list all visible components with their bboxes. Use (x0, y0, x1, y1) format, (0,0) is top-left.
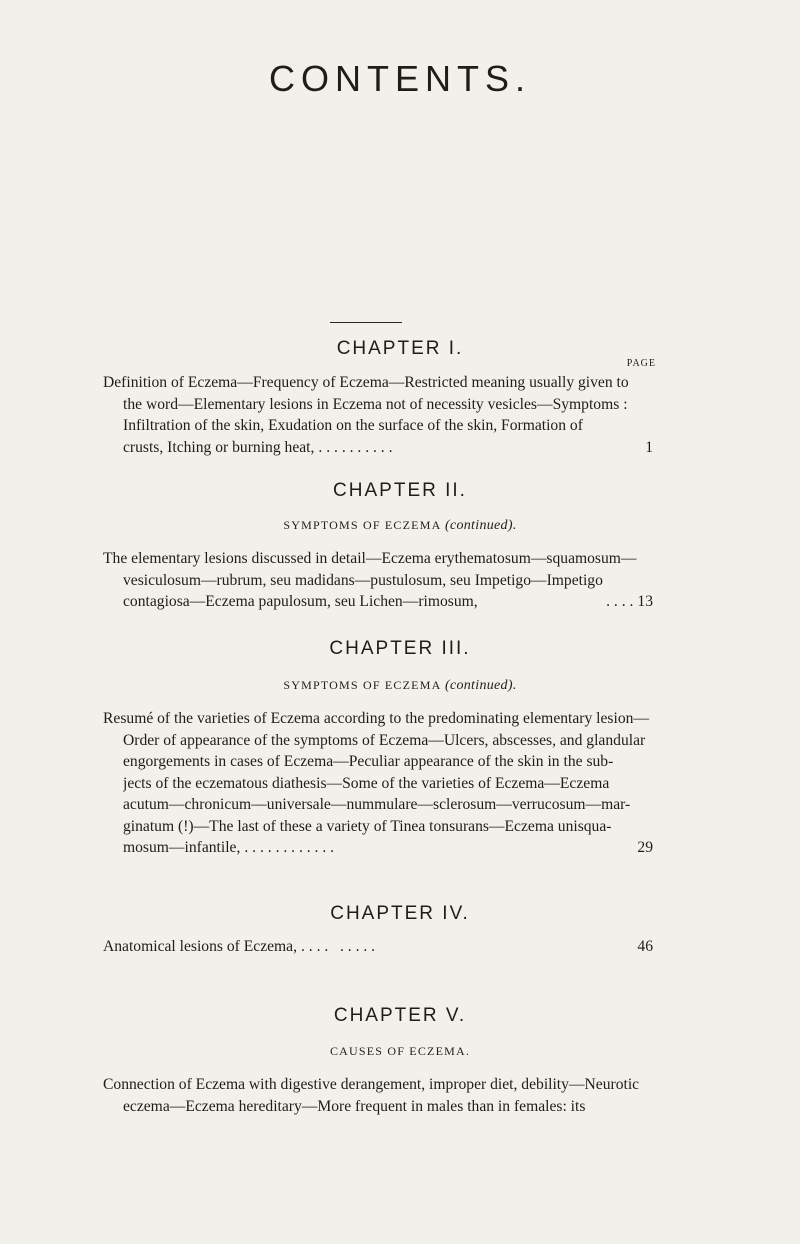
entry-line: Connection of Eczema with digestive derangement, improper diet, debility—Neurotic (103, 1076, 640, 1093)
chapter-2-heading: CHAPTER II. (333, 480, 467, 501)
entry-line: jects of the eczematous diathesis—Some of the varieties of Eczema—Eczema (123, 774, 610, 792)
entry-line: vesiculosum—rubrum, seu madidans—pustulosum, seu Impetigo—Impetigo (123, 571, 603, 589)
subheading-continued: (continued). (444, 518, 517, 533)
subheading-text: CAUSES OF ECZEMA. (329, 1044, 471, 1058)
entry-line: Definition of Eczema—Frequency of Eczema—Restricted meaning usually given to (103, 374, 629, 391)
chapter-5-subheading (0, 1044, 800, 1059)
chapter-4-entry (103, 936, 653, 958)
entry-last-line (123, 837, 653, 859)
chapter-2-subheading (0, 518, 800, 534)
page-column-label: PAGE (626, 358, 656, 369)
dot-leader: . . . . . . . . . . (318, 438, 393, 456)
entry-line: Order of appearance of the symptoms of Eczema—Ulcers, abscesses, and glandular (123, 731, 646, 749)
page-number: 46 (637, 938, 653, 955)
page-number: 29 (637, 839, 653, 856)
entry-line: crusts, Itching or burning heat, (123, 438, 315, 456)
chapter-3-subheading (0, 678, 800, 694)
entry-line: The elementary lesions discussed in detail—Eczema erythematosum—squamosum— (103, 550, 637, 567)
subheading-text: SYMPTOMS OF ECZEMA (283, 518, 441, 532)
entry-line: Infiltration of the skin, Exudation on the surface of the skin, Formation of (123, 417, 583, 434)
page-number: 1 (645, 438, 653, 456)
chapter-2-entry (103, 548, 653, 613)
entry-line: eczema—Eczema hereditary—More frequent in males than in females: its (123, 1097, 586, 1115)
entry-last-line (123, 591, 653, 613)
chapter-1-heading: CHAPTER I. (336, 338, 464, 359)
entry-line: ginatum (!)—The last of these a variety of Tinea tonsurans—Eczema unisqua- (123, 817, 612, 835)
entry-last-line (123, 437, 653, 459)
chapter-4-heading: CHAPTER IV. (330, 903, 470, 924)
chapter-3-entry (103, 708, 653, 859)
dot-leader: . . . . . . . . . . . . (244, 839, 335, 856)
entry-line: Anatomical lesions of Eczema, (103, 938, 297, 955)
dot-leader: . . . . (606, 593, 634, 610)
page-title: CONTENTS. (268, 58, 531, 99)
title-divider (330, 322, 402, 323)
chapter-5-entry (103, 1074, 653, 1117)
entry-line: mosum—infantile, (123, 839, 241, 856)
chapter-3-heading: CHAPTER III. (329, 638, 471, 659)
entry-last-line (103, 936, 653, 958)
entry-line: the word—Elementary lesions in Eczema not of necessity vesicles—Symptoms : (123, 395, 628, 413)
page-number: 13 (637, 593, 653, 610)
entry-line: acutum—chronicum—universale—nummulare—sclerosum—verrucosum—mar- (123, 796, 631, 813)
entry-line: Resumé of the varieties of Eczema according to the predominating elementary lesion— (103, 710, 650, 727)
subheading-text: SYMPTOMS OF ECZEMA (283, 678, 441, 692)
entry-line: contagiosa—Eczema papulosum, seu Lichen—rimosum, (123, 593, 478, 610)
chapter-5-heading: CHAPTER V. (333, 1005, 467, 1026)
chapter-1-entry (103, 372, 653, 458)
subheading-continued: (continued). (444, 678, 517, 693)
dot-leader: . . . . . . . . . (301, 938, 376, 955)
entry-line: engorgements in cases of Eczema—Peculiar appearance of the skin in the sub- (123, 753, 614, 770)
